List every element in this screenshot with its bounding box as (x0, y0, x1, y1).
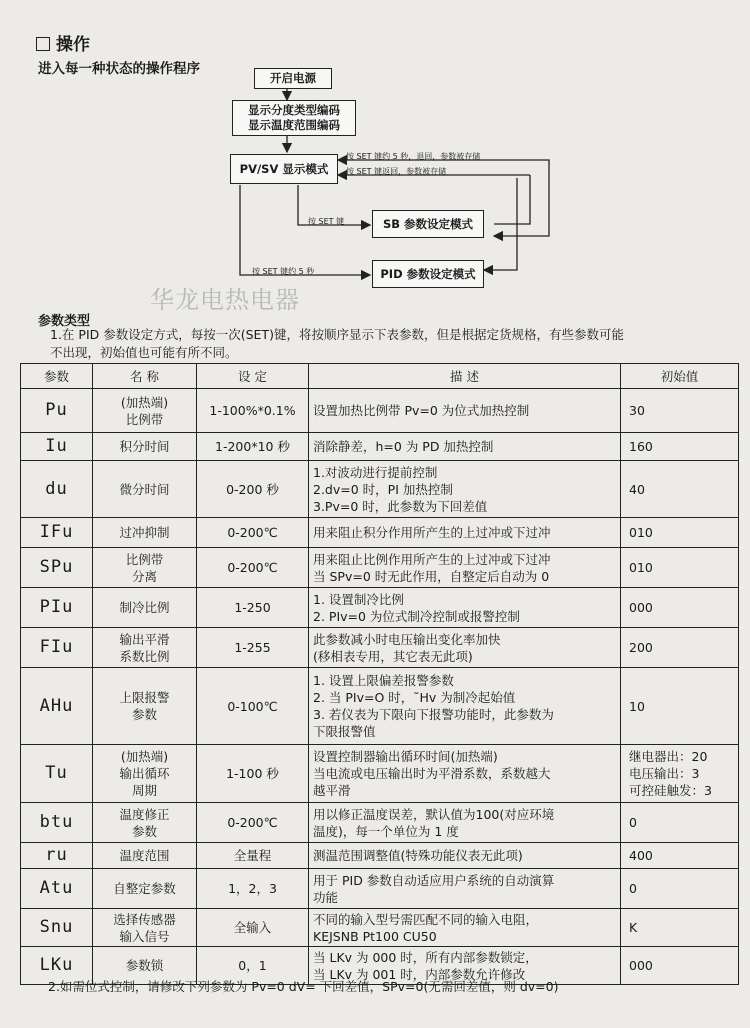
param-code: PIu (21, 588, 93, 628)
param-init: 010 (621, 548, 739, 588)
param-desc: 不同的输入型号需匹配不同的输入电阻， KEJSNB Pt100 CU50 (309, 909, 621, 947)
table-row (21, 548, 739, 588)
param-name: (加热端) 输出循环 周期 (93, 745, 197, 803)
param-code: LKu (21, 947, 93, 985)
param-name: 积分时间 (93, 433, 197, 461)
param-code: Iu (21, 433, 93, 461)
param-name: 选择传感器 输入信号 (93, 909, 197, 947)
param-setting: 1-100 秒 (197, 745, 309, 803)
param-setting: 0-200 秒 (197, 461, 309, 518)
param-init: 0 (621, 803, 739, 843)
param-init: 160 (621, 433, 739, 461)
param-desc: 用以修正温度误差，默认值为100(对应环境 温度)，每一个单位为 1 度 (309, 803, 621, 843)
param-code: ru (21, 843, 93, 869)
param-setting: 0-200℃ (197, 803, 309, 843)
param-desc: 1. 设置制冷比例 2. PIv=0 为位式制冷控制或报警控制 (309, 588, 621, 628)
param-init: 40 (621, 461, 739, 518)
param-desc: 1.对波动进行提前控制 2.dv=0 时，PI 加热控制 3.Pv=0 时，此参数为下回差值 (309, 461, 621, 518)
table-row (21, 588, 739, 628)
note-1: 1.在 PID 参数设定方式，每按一次(SET)键，将按顺序显示下表参数，但是根据定货规格，有些参数可能 不出现，初始值也可能有所不同。 (50, 327, 624, 360)
header-param: 参数 (21, 364, 93, 389)
table-row (21, 909, 739, 947)
param-desc: 测温范围调整值(特殊功能仪表无此项) (309, 843, 621, 869)
param-code: SPu (21, 548, 93, 588)
param-name: 制冷比例 (93, 588, 197, 628)
flow-connectors (0, 0, 750, 300)
flow-arrow-label-top: 按 SET 键约 5 秒，退回，参数被存储 (346, 152, 481, 161)
table-row (21, 843, 739, 869)
param-code: Pu (21, 389, 93, 433)
param-name: 上限报警 参数 (93, 668, 197, 745)
flow-pv-sv-mode: PV/SV 显示模式 (230, 154, 338, 184)
table-row (21, 461, 739, 518)
header-name: 名 称 (93, 364, 197, 389)
param-name: 温度修正 参数 (93, 803, 197, 843)
param-name: 输出平滑 系数比例 (93, 628, 197, 668)
table-row (21, 745, 739, 803)
param-desc: 1. 设置上限偏差报警参数 2. 当 PIv=O 时，˜Hv 为制冷起始值 3. 若仪表为下限向下报警功能时，此参数为 下限报警值 (309, 668, 621, 745)
param-init: K (621, 909, 739, 947)
param-setting: 1-255 (197, 628, 309, 668)
header-desc: 描 述 (309, 364, 621, 389)
param-init: 0 (621, 869, 739, 909)
param-init: 000 (621, 947, 739, 985)
flow-pid-mode: PID 参数设定模式 (372, 260, 484, 288)
parameter-table (20, 363, 739, 985)
table-row (21, 389, 739, 433)
param-init: 200 (621, 628, 739, 668)
param-setting: 0-100℃ (197, 668, 309, 745)
param-desc: 用于 PID 参数自动适应用户系统的自动演算 功能 (309, 869, 621, 909)
param-name: 过冲抑制 (93, 518, 197, 548)
flow-arrow-label-sb: 按 SET 键 (308, 217, 345, 226)
param-code: IFu (21, 518, 93, 548)
section-heading-text: 操作 (56, 35, 90, 55)
param-setting: 0，1 (197, 947, 309, 985)
flow-sb-mode: SB 参数设定模式 (372, 210, 484, 238)
loop-sb-return (494, 171, 549, 236)
note-2: 2.如需位式控制，请修改下列参数为 Pv=0 dV= 下回差值，SPv=0(无需回差值，则 dv=0) (48, 979, 559, 994)
param-code: btu (21, 803, 93, 843)
param-name: 参数锁 (93, 947, 197, 985)
param-name: 自整定参数 (93, 869, 197, 909)
flow-arrow-label-mid: 按 SET 键返回，参数被存储 (346, 167, 447, 176)
param-init: 继电器出：20 电压输出：3 可控硅触发：3 (621, 745, 739, 803)
param-code: FIu (21, 628, 93, 668)
flow-show-codes: 显示分度类型编码 显示温度范围编码 (232, 100, 356, 136)
param-setting: 全输入 (197, 909, 309, 947)
flow-power-on: 开启电源 (254, 68, 332, 89)
table-row (21, 803, 739, 843)
param-desc: 此参数减小时电压输出变化率加快 (移相表专用，其它表无此项) (309, 628, 621, 668)
watermark-text: 华龙电热电器 (150, 286, 300, 314)
param-setting: 1-250 (197, 588, 309, 628)
param-code: Tu (21, 745, 93, 803)
param-name: 微分时间 (93, 461, 197, 518)
param-code: du (21, 461, 93, 518)
param-desc: 消除静差，h=0 为 PD 加热控制 (309, 433, 621, 461)
table-row (21, 433, 739, 461)
table-header-row (21, 364, 739, 389)
param-init: 010 (621, 518, 739, 548)
table-row (21, 518, 739, 548)
param-desc: 设置控制器输出循环时间(加热端) 当电流或电压输出时为平滑系数，系数越大 越平滑 (309, 745, 621, 803)
param-init: 000 (621, 588, 739, 628)
param-desc: 设置加热比例带 Pv=0 为位式加热控制 (309, 389, 621, 433)
param-name: 比例带 分离 (93, 548, 197, 588)
param-desc: 用来阻止比例作用所产生的上过冲或下过冲 当 SPv=0 时无此作用，自整定后自动为 0 (309, 548, 621, 588)
table-row (21, 628, 739, 668)
param-init: 10 (621, 668, 739, 745)
procedure-subtitle: 进入每一种状态的操作程序 (38, 61, 200, 77)
header-init: 初始值 (621, 364, 739, 389)
table-row (21, 869, 739, 909)
param-init: 30 (621, 389, 739, 433)
header-setting: 设 定 (197, 364, 309, 389)
param-section-title: 参数类型 (38, 314, 91, 329)
param-setting: 1，2，3 (197, 869, 309, 909)
param-setting: 0-200℃ (197, 548, 309, 588)
param-setting: 0-200℃ (197, 518, 309, 548)
flow-arrow-label-pid: 按 SET 键约 5 秒 (252, 267, 315, 276)
param-setting: 全量程 (197, 843, 309, 869)
param-desc: 用来阻止积分作用所产生的上过冲或下过冲 (309, 518, 621, 548)
param-code: Atu (21, 869, 93, 909)
table-row (21, 668, 739, 745)
param-code: Snu (21, 909, 93, 947)
param-desc: 当 LKv 为 000 时，所有内部参数锁定， 当 LKv 为 001 时，内部参数允许修改 (309, 947, 621, 985)
param-code: AHu (21, 668, 93, 745)
param-name: 温度范围 (93, 843, 197, 869)
param-setting: 1-200*10 秒 (197, 433, 309, 461)
param-name: (加热端) 比例带 (93, 389, 197, 433)
param-init: 400 (621, 843, 739, 869)
param-setting: 1-100%*0.1% (197, 389, 309, 433)
